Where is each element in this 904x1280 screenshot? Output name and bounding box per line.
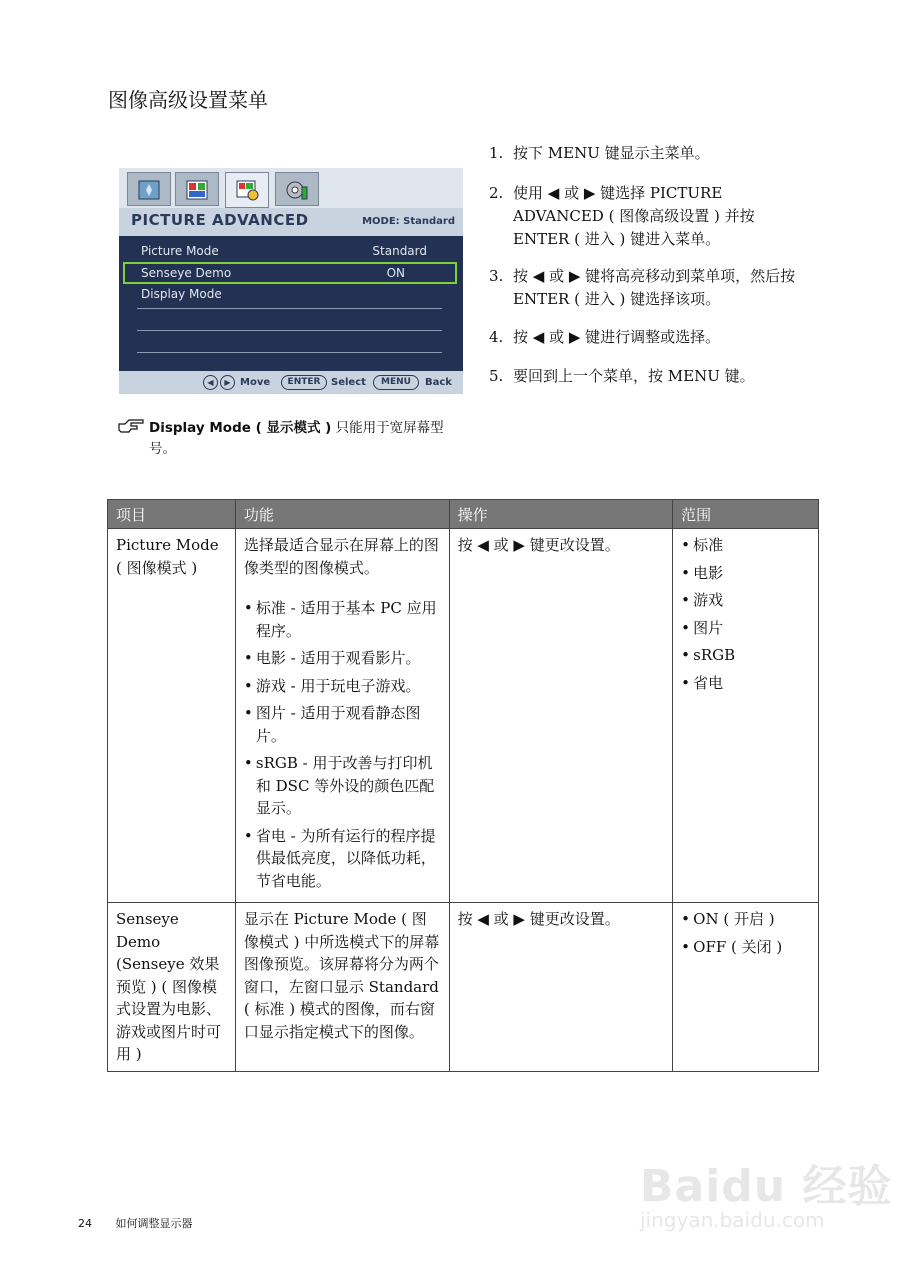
picture-advanced-icon [235, 179, 259, 201]
list-item: • 游戏 [681, 589, 810, 612]
list-item: • 图片 [681, 617, 810, 640]
step-number: 1. [489, 144, 504, 162]
step-text: 要回到上一个菜单，按 MENU 键。 [513, 367, 755, 385]
osd-footer-move: Move [240, 377, 271, 388]
right-arrow-icon[interactable]: ▶ [220, 375, 235, 390]
note-bold: Display Mode ( 显示模式 ) [149, 420, 332, 436]
page-title: 图像高级设置菜单 [108, 88, 268, 112]
display-icon [137, 179, 161, 201]
mode-list [244, 597, 441, 892]
settings-table [107, 499, 819, 1072]
page-number: 24 [78, 1217, 92, 1230]
list-item: • 电影 [681, 562, 810, 585]
item-cell: Picture Mode ( 图像模式 ) [108, 529, 236, 903]
osd-tab-bar [119, 168, 463, 208]
osd-row-senseye-demo[interactable] [123, 262, 457, 284]
osd-footer-select: Select [331, 377, 366, 388]
column-header: 功能 [235, 500, 449, 529]
table-row [108, 529, 819, 903]
osd-row-display-mode[interactable] [123, 284, 457, 306]
operation-cell: 按 ◀ 或 ▶ 键更改设置。 [449, 529, 673, 903]
osd-header [119, 208, 463, 236]
osd-header-title: PICTURE ADVANCED [131, 211, 309, 229]
list-item: • 电影 - 适用于观看影片。 [244, 647, 441, 670]
osd-divider [137, 330, 442, 331]
step-text: 按 ◀ 或 ▶ 键将高亮移动到菜单项，然后按 ENTER ( 进入 ) 键选择该项。 [513, 267, 796, 308]
watermark-url: jingyan.baidu.com [640, 1208, 825, 1232]
tab-display[interactable] [127, 172, 171, 206]
list-item: • 标准 - 适用于基本 PC 应用程序。 [244, 597, 441, 642]
osd-row-value: Standard [372, 244, 427, 258]
osd-row-label: Picture Mode [141, 244, 219, 258]
range-cell [673, 903, 819, 1072]
osd-footer-back: Back [425, 377, 452, 388]
step-number: 2. [489, 184, 504, 202]
osd-row-label: Display Mode [141, 287, 222, 301]
step-text: 按下 MENU 键显示主菜单。 [513, 144, 710, 162]
watermark-brand: Baidu 经验 [640, 1161, 893, 1212]
tab-picture-advanced[interactable] [225, 172, 269, 208]
list-item: • 省电 [681, 672, 810, 695]
column-header: 操作 [449, 500, 673, 529]
step-number: 5. [489, 367, 504, 385]
step-number: 4. [489, 328, 504, 346]
tab-picture[interactable] [175, 172, 219, 206]
range-list [681, 534, 810, 694]
tab-system[interactable] [275, 172, 319, 206]
osd-mode-label: MODE: Standard [362, 216, 455, 227]
osd-body [119, 236, 463, 371]
list-item: • 标准 [681, 534, 810, 557]
column-header: 范围 [673, 500, 819, 529]
list-item: • 省电 - 为所有运行的程序提供最低亮度，以降低功耗，节省电能。 [244, 825, 441, 893]
page-footer [78, 1215, 213, 1231]
step-text: 按 ◀ 或 ▶ 键进行调整或选择。 [513, 328, 721, 346]
function-cell: 显示在 Picture Mode ( 图像模式 ) 中所选模式下的屏幕图像预览。该屏幕将分为两个窗口，左窗口显示 Standard ( 标准 ) 模式的图像，而右窗口显示指定模式下的图像。 [235, 903, 449, 1072]
system-icon [285, 179, 309, 201]
note-body: 只能用于宽屏幕型号。 [149, 420, 444, 457]
range-list [681, 908, 810, 958]
osd-divider [137, 308, 442, 309]
list-item: • 图片 - 适用于观看静态图片。 [244, 702, 441, 747]
step-text: 使用 ◀ 或 ▶ 键选择 PICTURE ADVANCED ( 图像高级设置 ) 并按 ENTER ( 进入 ) 键进入菜单。 [513, 184, 755, 248]
menu-button[interactable]: MENU [373, 375, 419, 390]
left-arrow-icon[interactable]: ◀ [203, 375, 218, 390]
item-cell: Senseye Demo (Senseye 效果预览 ) ( 图像模式设置为电影、游戏或图片时可用 ) [108, 903, 236, 1072]
osd-menu [119, 168, 463, 394]
watermark [640, 1150, 892, 1232]
list-item: • ON ( 开启 ) [681, 908, 810, 931]
table-row [108, 903, 819, 1072]
column-header: 项目 [108, 500, 236, 529]
range-cell [673, 529, 819, 903]
osd-divider [137, 352, 442, 353]
osd-row-label: Senseye Demo [141, 266, 232, 280]
list-item: • OFF ( 关闭 ) [681, 936, 810, 959]
function-intro: 选择最适合显示在屏幕上的图像类型的图像模式。 [243, 536, 439, 577]
osd-row-value: ON [386, 266, 405, 280]
enter-button[interactable]: ENTER [281, 375, 327, 390]
list-item: • 游戏 - 用于玩电子游戏。 [244, 675, 441, 698]
osd-row-picture-mode[interactable] [123, 241, 457, 263]
operation-cell: 按 ◀ 或 ▶ 键更改设置。 [449, 903, 673, 1072]
table-header-row [108, 500, 819, 529]
picture-icon [185, 179, 209, 201]
step-number: 3. [489, 267, 504, 285]
note-text [149, 418, 459, 460]
function-cell [235, 529, 449, 903]
list-item: • sRGB - 用于改善与打印机和 DSC 等外设的颜色匹配显示。 [244, 752, 441, 820]
osd-footer [119, 371, 463, 394]
list-item: • sRGB [681, 644, 810, 667]
pointing-hand-icon [117, 418, 145, 434]
section-name: 如何调整显示器 [115, 1217, 193, 1230]
